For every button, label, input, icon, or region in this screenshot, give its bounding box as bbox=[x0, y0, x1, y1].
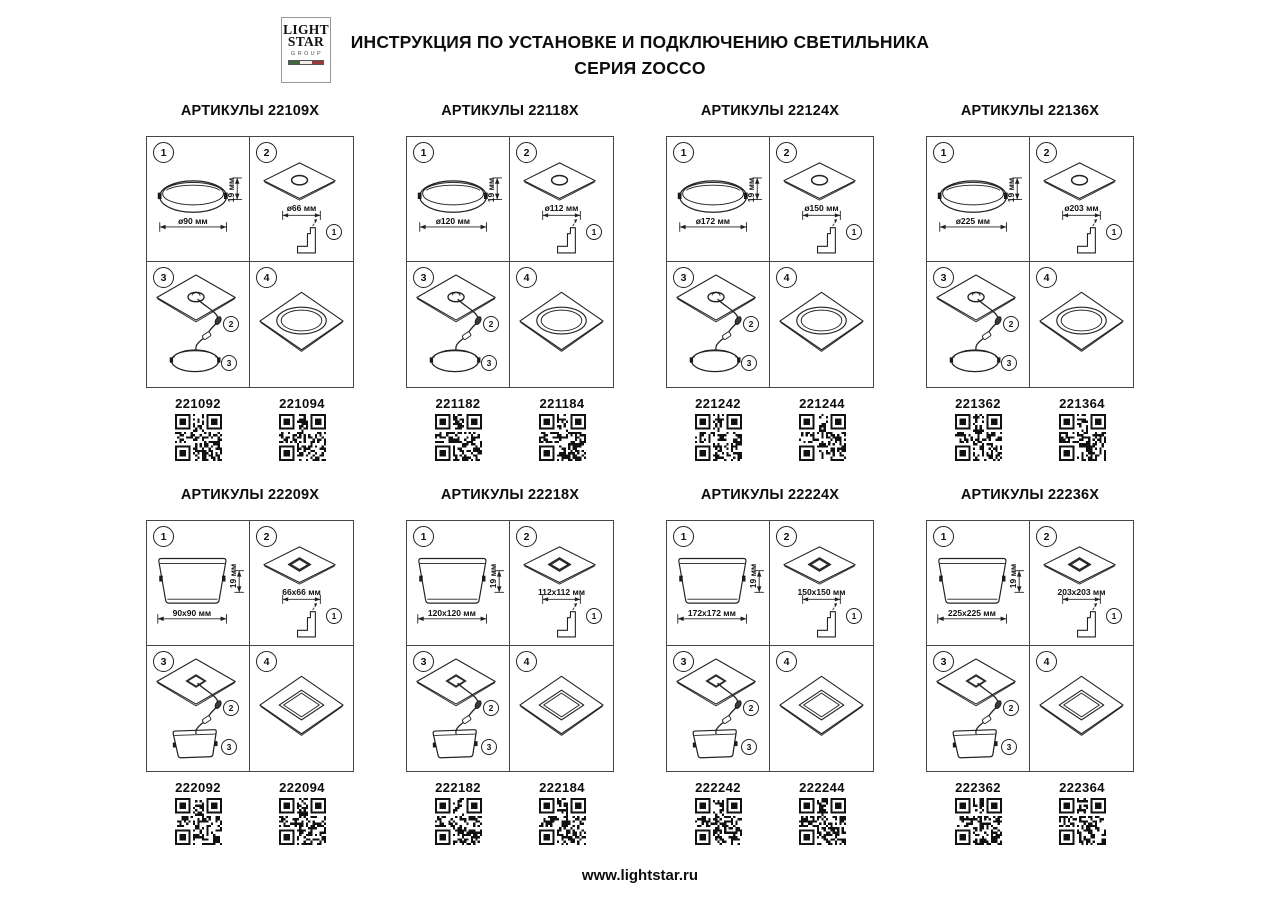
step-4-installed-view bbox=[770, 262, 873, 387]
step-number-badge: 3 bbox=[413, 651, 434, 672]
panel-title: АРТИКУЛЫ 22218X bbox=[440, 487, 580, 503]
panel-row-1 bbox=[0, 103, 1280, 461]
width-dimension-label: 172x172 мм bbox=[687, 608, 736, 618]
article-item bbox=[1030, 781, 1134, 845]
step-number-badge: 4 bbox=[256, 267, 277, 288]
step-4-installed-view bbox=[510, 262, 613, 387]
article-item bbox=[666, 397, 770, 461]
callout-3: 3 bbox=[741, 355, 757, 371]
qr-code bbox=[799, 414, 846, 461]
website-url: www.lightstar.ru bbox=[581, 867, 699, 884]
article-number: 222364 bbox=[1059, 780, 1105, 795]
callout-1: 1 bbox=[326, 608, 342, 624]
width-dimension-label: ø120 мм bbox=[435, 216, 471, 226]
cutout-dimension-label: 203x203 мм bbox=[1057, 587, 1106, 597]
step-number-badge: 4 bbox=[1036, 651, 1057, 672]
callout-3: 3 bbox=[741, 739, 757, 755]
callout-2: 2 bbox=[483, 316, 499, 332]
page-subtitle: СЕРИЯ ZOCCO bbox=[574, 58, 706, 78]
height-dimension-label: 19 мм bbox=[226, 177, 236, 203]
callout-1: 1 bbox=[586, 608, 602, 624]
width-dimension-label: 225x225 мм bbox=[947, 608, 996, 618]
step-number-badge: 4 bbox=[776, 267, 797, 288]
article-number: 221094 bbox=[279, 396, 325, 411]
panel-title: АРТИКУЛЫ 22224X bbox=[700, 487, 840, 503]
cutout-dimension-label: ø203 мм bbox=[1064, 203, 1099, 213]
article-item bbox=[770, 397, 874, 461]
logo-word-light: LIGHT bbox=[283, 22, 329, 37]
step-number-badge: 4 bbox=[776, 651, 797, 672]
panel-title: АРТИКУЛЫ 22109X bbox=[180, 103, 320, 119]
panel-title: АРТИКУЛЫ 22118X bbox=[441, 103, 579, 119]
article-list bbox=[666, 781, 874, 845]
article-number: 221182 bbox=[435, 396, 481, 411]
step-number-badge: 2 bbox=[1036, 142, 1057, 163]
step-number-badge: 1 bbox=[673, 526, 694, 547]
step-1-fixture-dimensions bbox=[927, 137, 1030, 262]
callout-1: 1 bbox=[846, 608, 862, 624]
instruction-grid bbox=[146, 520, 354, 772]
step-1-fixture-dimensions bbox=[407, 137, 510, 262]
logo-word-star: STAR bbox=[287, 34, 325, 49]
article-number: 221362 bbox=[955, 396, 1001, 411]
step-number-badge: 4 bbox=[516, 651, 537, 672]
article-item bbox=[926, 781, 1030, 845]
article-number: 221184 bbox=[539, 396, 585, 411]
qr-code bbox=[695, 798, 742, 845]
step-number-badge: 4 bbox=[1036, 267, 1057, 288]
callout-2: 2 bbox=[1003, 316, 1019, 332]
cutout-dimension-label: 150x150 мм bbox=[797, 587, 846, 597]
panel-title: АРТИКУЛЫ 22136X bbox=[960, 103, 1100, 119]
callout-3: 3 bbox=[1001, 739, 1017, 755]
article-list bbox=[926, 397, 1134, 461]
step-4-installed-view bbox=[770, 646, 873, 771]
step-3-wiring bbox=[927, 262, 1030, 387]
width-dimension-label: ø172 мм bbox=[695, 216, 731, 226]
step-3-wiring bbox=[147, 646, 250, 771]
callout-1: 1 bbox=[1106, 224, 1122, 240]
callout-2: 2 bbox=[483, 700, 499, 716]
step-2-ceiling-cutout bbox=[1030, 137, 1133, 262]
callout-2: 2 bbox=[223, 700, 239, 716]
step-4-installed-view bbox=[250, 646, 353, 771]
article-item bbox=[770, 781, 874, 845]
step-2-ceiling-cutout bbox=[510, 137, 613, 262]
article-number: 222094 bbox=[279, 780, 325, 795]
article-number: 221092 bbox=[175, 396, 221, 411]
article-number: 222242 bbox=[695, 780, 741, 795]
cutout-dimension-label: ø112 мм bbox=[544, 203, 579, 213]
height-dimension-label: 19 мм bbox=[486, 177, 496, 203]
step-3-wiring bbox=[147, 262, 250, 387]
step-3-wiring bbox=[407, 262, 510, 387]
instruction-grid bbox=[926, 136, 1134, 388]
step-number-badge: 1 bbox=[413, 526, 434, 547]
qr-code bbox=[175, 798, 222, 845]
instruction-grid bbox=[666, 520, 874, 772]
product-panel bbox=[146, 103, 354, 461]
article-number: 221244 bbox=[799, 396, 845, 411]
callout-1: 1 bbox=[586, 224, 602, 240]
cutout-dimension-label: ø150 мм bbox=[804, 203, 839, 213]
step-number-badge: 3 bbox=[673, 267, 694, 288]
article-number: 222244 bbox=[799, 780, 845, 795]
height-dimension-label: 19 мм bbox=[1006, 177, 1016, 203]
callout-2: 2 bbox=[1003, 700, 1019, 716]
instruction-grid bbox=[406, 520, 614, 772]
step-number-badge: 1 bbox=[153, 526, 174, 547]
step-number-badge: 2 bbox=[776, 526, 797, 547]
height-dimension-label: 19 мм bbox=[488, 563, 498, 589]
step-number-badge: 1 bbox=[413, 142, 434, 163]
cutout-dimension-label: 66x66 мм bbox=[282, 587, 321, 597]
step-number-badge: 2 bbox=[516, 142, 537, 163]
width-dimension-label: 120x120 мм bbox=[427, 608, 476, 618]
qr-code bbox=[279, 798, 326, 845]
qr-code bbox=[539, 414, 586, 461]
step-number-badge: 2 bbox=[256, 526, 277, 547]
step-2-ceiling-cutout bbox=[250, 521, 353, 646]
instruction-grid bbox=[406, 136, 614, 388]
article-item bbox=[1030, 397, 1134, 461]
step-1-fixture-dimensions bbox=[667, 521, 770, 646]
qr-code bbox=[435, 798, 482, 845]
article-number: 221364 bbox=[1059, 396, 1105, 411]
step-number-badge: 3 bbox=[153, 267, 174, 288]
callout-3: 3 bbox=[481, 739, 497, 755]
step-3-wiring bbox=[667, 646, 770, 771]
height-dimension-label: 19 мм bbox=[748, 563, 758, 589]
logo-word-group: GROUP bbox=[290, 51, 324, 57]
product-panel bbox=[666, 103, 874, 461]
height-dimension-label: 19 мм bbox=[1008, 563, 1018, 589]
article-item bbox=[146, 781, 250, 845]
callout-3: 3 bbox=[1001, 355, 1017, 371]
panel-title: АРТИКУЛЫ 22236X bbox=[960, 487, 1100, 503]
callout-3: 3 bbox=[221, 739, 237, 755]
panels-area bbox=[0, 103, 1280, 845]
step-number-badge: 1 bbox=[933, 526, 954, 547]
callout-2: 2 bbox=[743, 316, 759, 332]
step-number-badge: 4 bbox=[256, 651, 277, 672]
qr-code bbox=[279, 414, 326, 461]
step-2-ceiling-cutout bbox=[250, 137, 353, 262]
article-list bbox=[406, 781, 614, 845]
article-item bbox=[146, 397, 250, 461]
step-number-badge: 3 bbox=[153, 651, 174, 672]
qr-code bbox=[175, 414, 222, 461]
panel-title: АРТИКУЛЫ 22209X bbox=[180, 487, 320, 503]
callout-1: 1 bbox=[846, 224, 862, 240]
product-panel bbox=[926, 487, 1134, 845]
article-item bbox=[510, 397, 614, 461]
step-1-fixture-dimensions bbox=[147, 521, 250, 646]
article-number: 222092 bbox=[175, 780, 221, 795]
callout-2: 2 bbox=[223, 316, 239, 332]
panel-title: АРТИКУЛЫ 22124X bbox=[700, 103, 840, 119]
qr-code bbox=[1059, 414, 1106, 461]
step-2-ceiling-cutout bbox=[770, 137, 873, 262]
cutout-dimension-label: 112x112 мм bbox=[537, 587, 586, 597]
qr-code bbox=[435, 414, 482, 461]
article-list bbox=[146, 781, 354, 845]
instruction-grid bbox=[926, 520, 1134, 772]
qr-code bbox=[695, 414, 742, 461]
step-1-fixture-dimensions bbox=[147, 137, 250, 262]
callout-1: 1 bbox=[326, 224, 342, 240]
step-1-fixture-dimensions bbox=[927, 521, 1030, 646]
callout-3: 3 bbox=[481, 355, 497, 371]
product-panel bbox=[926, 103, 1134, 461]
qr-code bbox=[955, 414, 1002, 461]
step-number-badge: 4 bbox=[516, 267, 537, 288]
cutout-dimension-label: ø66 мм bbox=[286, 203, 317, 213]
instruction-grid bbox=[666, 136, 874, 388]
step-1-fixture-dimensions bbox=[667, 137, 770, 262]
article-number: 222184 bbox=[539, 780, 585, 795]
callout-3: 3 bbox=[221, 355, 237, 371]
article-item bbox=[510, 781, 614, 845]
footer bbox=[0, 867, 1280, 884]
step-3-wiring bbox=[927, 646, 1030, 771]
qr-code bbox=[955, 798, 1002, 845]
article-list bbox=[926, 781, 1134, 845]
qr-code bbox=[799, 798, 846, 845]
step-4-installed-view bbox=[1030, 262, 1133, 387]
step-number-badge: 1 bbox=[933, 142, 954, 163]
article-list bbox=[146, 397, 354, 461]
step-number-badge: 2 bbox=[256, 142, 277, 163]
article-list bbox=[406, 397, 614, 461]
instruction-grid bbox=[146, 136, 354, 388]
step-number-badge: 3 bbox=[933, 651, 954, 672]
header bbox=[0, 0, 1280, 83]
article-item bbox=[250, 397, 354, 461]
step-3-wiring bbox=[667, 262, 770, 387]
article-item bbox=[666, 781, 770, 845]
step-4-installed-view bbox=[250, 262, 353, 387]
product-panel bbox=[146, 487, 354, 845]
article-number: 221242 bbox=[695, 396, 741, 411]
step-number-badge: 3 bbox=[413, 267, 434, 288]
article-item bbox=[406, 397, 510, 461]
product-panel bbox=[406, 487, 614, 845]
qr-code bbox=[539, 798, 586, 845]
width-dimension-label: ø225 мм bbox=[955, 216, 991, 226]
step-4-installed-view bbox=[510, 646, 613, 771]
callout-2: 2 bbox=[743, 700, 759, 716]
step-1-fixture-dimensions bbox=[407, 521, 510, 646]
panel-row-2 bbox=[0, 487, 1280, 845]
step-number-badge: 3 bbox=[673, 651, 694, 672]
step-number-badge: 3 bbox=[933, 267, 954, 288]
step-number-badge: 1 bbox=[153, 142, 174, 163]
width-dimension-label: ø90 мм bbox=[178, 216, 208, 226]
step-number-badge: 2 bbox=[1036, 526, 1057, 547]
step-number-badge: 2 bbox=[516, 526, 537, 547]
step-3-wiring bbox=[407, 646, 510, 771]
step-2-ceiling-cutout bbox=[1030, 521, 1133, 646]
width-dimension-label: 90x90 мм bbox=[172, 608, 212, 618]
step-4-installed-view bbox=[1030, 646, 1133, 771]
product-panel bbox=[406, 103, 614, 461]
height-dimension-label: 19 мм bbox=[746, 177, 756, 203]
step-2-ceiling-cutout bbox=[770, 521, 873, 646]
page-title: ИНСТРУКЦИЯ ПО УСТАНОВКЕ И ПОДКЛЮЧЕНИЮ СВЕТИЛЬНИКА bbox=[350, 32, 930, 52]
article-number: 222182 bbox=[435, 780, 481, 795]
article-list bbox=[666, 397, 874, 461]
article-item bbox=[250, 781, 354, 845]
article-item bbox=[406, 781, 510, 845]
callout-1: 1 bbox=[1106, 608, 1122, 624]
article-number: 222362 bbox=[955, 780, 1001, 795]
product-panel bbox=[666, 487, 874, 845]
height-dimension-label: 19 мм bbox=[228, 563, 238, 589]
step-number-badge: 1 bbox=[673, 142, 694, 163]
step-2-ceiling-cutout bbox=[510, 521, 613, 646]
step-number-badge: 2 bbox=[776, 142, 797, 163]
article-item bbox=[926, 397, 1030, 461]
qr-code bbox=[1059, 798, 1106, 845]
